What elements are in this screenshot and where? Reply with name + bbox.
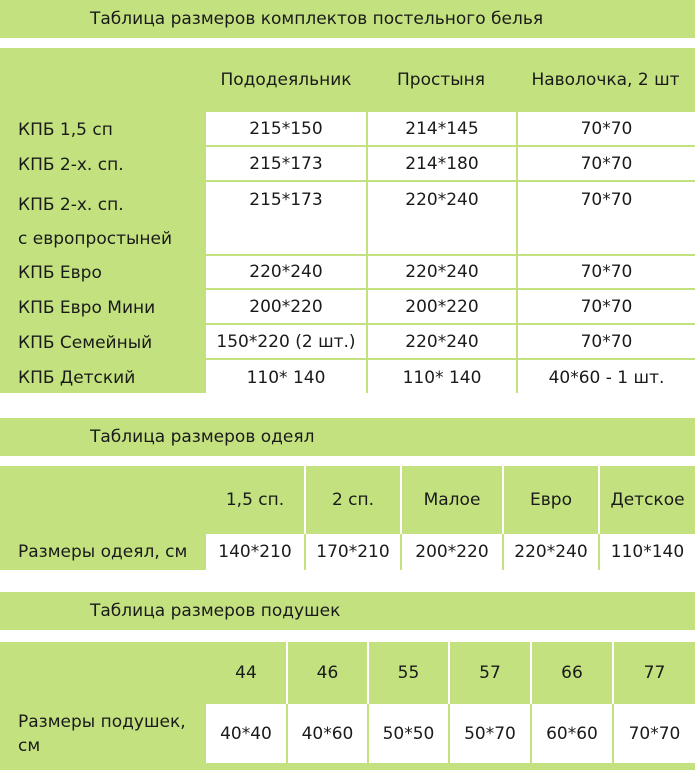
blankets-header-row — [0, 466, 695, 534]
table-row — [0, 325, 695, 360]
bedding-table — [0, 48, 695, 395]
divider — [0, 630, 695, 642]
cell-duvet: 110* 140 — [206, 360, 366, 395]
pillows-header-cell: 57 — [448, 642, 530, 704]
pillows-header-cell: 55 — [367, 642, 448, 704]
pillow-size-cell: 70*70 — [612, 704, 695, 763]
divider — [0, 456, 695, 466]
row-label: КПБ Евро Мини — [0, 290, 206, 325]
row-label-line2: с европростыней — [18, 229, 173, 249]
pillows-header-row — [0, 642, 695, 704]
row-label: КПБ Семейный — [0, 325, 206, 360]
bedding-title-bar — [0, 0, 695, 38]
blankets-table — [0, 466, 695, 570]
cell-sheet: 110* 140 — [366, 360, 516, 395]
cell-sheet: 200*220 — [366, 290, 516, 325]
bedding-header-sheet: Простыня — [366, 48, 516, 112]
row-label: Размеры одеял, см — [0, 534, 206, 570]
table-row — [0, 147, 695, 182]
cell-pillowcase: 70*70 — [516, 182, 695, 256]
table-row — [0, 112, 695, 147]
cell-duvet: 200*220 — [206, 290, 366, 325]
cell-sheet: 214*180 — [366, 147, 516, 182]
blankets-header-cell: Евро — [502, 466, 598, 534]
pillows-header-cell: 66 — [530, 642, 612, 704]
row-label — [0, 182, 206, 256]
cell-pillowcase: 40*60 - 1 шт. — [516, 360, 695, 395]
pillows-table — [0, 642, 695, 763]
pillow-size-cell: 60*60 — [530, 704, 612, 763]
table-row — [0, 704, 695, 763]
bedding-header-pillowcase: Наволочка, 2 шт — [516, 48, 695, 112]
cell-pillowcase: 70*70 — [516, 147, 695, 182]
table-row — [0, 290, 695, 325]
blankets-header-cell: 2 сп. — [304, 466, 400, 534]
cell-sheet: 220*240 — [366, 182, 516, 256]
cell-pillowcase: 70*70 — [516, 325, 695, 360]
cell-duvet: 215*173 — [206, 182, 366, 256]
table-row — [0, 182, 695, 256]
cell-duvet: 215*150 — [206, 112, 366, 147]
pillows-header-empty — [0, 642, 206, 704]
pillow-size-cell: 40*40 — [206, 704, 286, 763]
blankets-title: Таблица размеров одеял — [90, 427, 315, 447]
row-label: КПБ Евро — [0, 256, 206, 290]
row-label: КПБ Детский — [0, 360, 206, 395]
row-label: КПБ 2-х. сп. — [0, 147, 206, 182]
table-row — [0, 360, 695, 395]
pillows-title-bar — [0, 592, 695, 630]
cell-duvet: 150*220 (2 шт.) — [206, 325, 366, 360]
cell-sheet: 220*240 — [366, 256, 516, 290]
pillows-header-cell: 77 — [612, 642, 695, 704]
table-row — [0, 256, 695, 290]
row-label: КПБ 1,5 сп — [0, 112, 206, 147]
cell-pillowcase: 70*70 — [516, 256, 695, 290]
blanket-size-cell: 110*140 — [598, 534, 695, 570]
bedding-title: Таблица размеров комплектов постельного белья — [90, 9, 544, 29]
row-label: Размеры подушек, см — [0, 704, 206, 763]
bedding-header-row — [0, 48, 695, 112]
cell-pillowcase: 70*70 — [516, 112, 695, 147]
blankets-header-cell: 1,5 сп. — [206, 466, 304, 534]
blanket-size-cell: 140*210 — [206, 534, 304, 570]
bedding-header-empty — [0, 48, 206, 112]
blanket-size-cell: 220*240 — [502, 534, 598, 570]
pillow-size-cell: 50*50 — [367, 704, 448, 763]
blankets-header-cell: Малое — [400, 466, 502, 534]
pillows-title: Таблица размеров подушек — [90, 601, 341, 621]
cell-duvet: 215*173 — [206, 147, 366, 182]
pillow-size-cell: 40*60 — [286, 704, 367, 763]
blankets-header-cell: Детское — [598, 466, 695, 534]
spacer — [0, 393, 695, 418]
pillow-size-cell: 50*70 — [448, 704, 530, 763]
cell-duvet: 220*240 — [206, 256, 366, 290]
blanket-size-cell: 200*220 — [400, 534, 502, 570]
spacer — [0, 570, 695, 592]
blanket-size-cell: 170*210 — [304, 534, 400, 570]
row-label-line1: КПБ 2-х. сп. — [18, 195, 124, 215]
cell-sheet: 214*145 — [366, 112, 516, 147]
cell-pillowcase: 70*70 — [516, 290, 695, 325]
divider — [0, 38, 695, 48]
pillows-header-cell: 46 — [286, 642, 367, 704]
table-row — [0, 534, 695, 570]
pillows-header-cell: 44 — [206, 642, 286, 704]
bedding-header-duvet: Пододеяльник — [206, 48, 366, 112]
cell-sheet: 220*240 — [366, 325, 516, 360]
blankets-title-bar — [0, 418, 695, 456]
blankets-header-empty — [0, 466, 206, 534]
